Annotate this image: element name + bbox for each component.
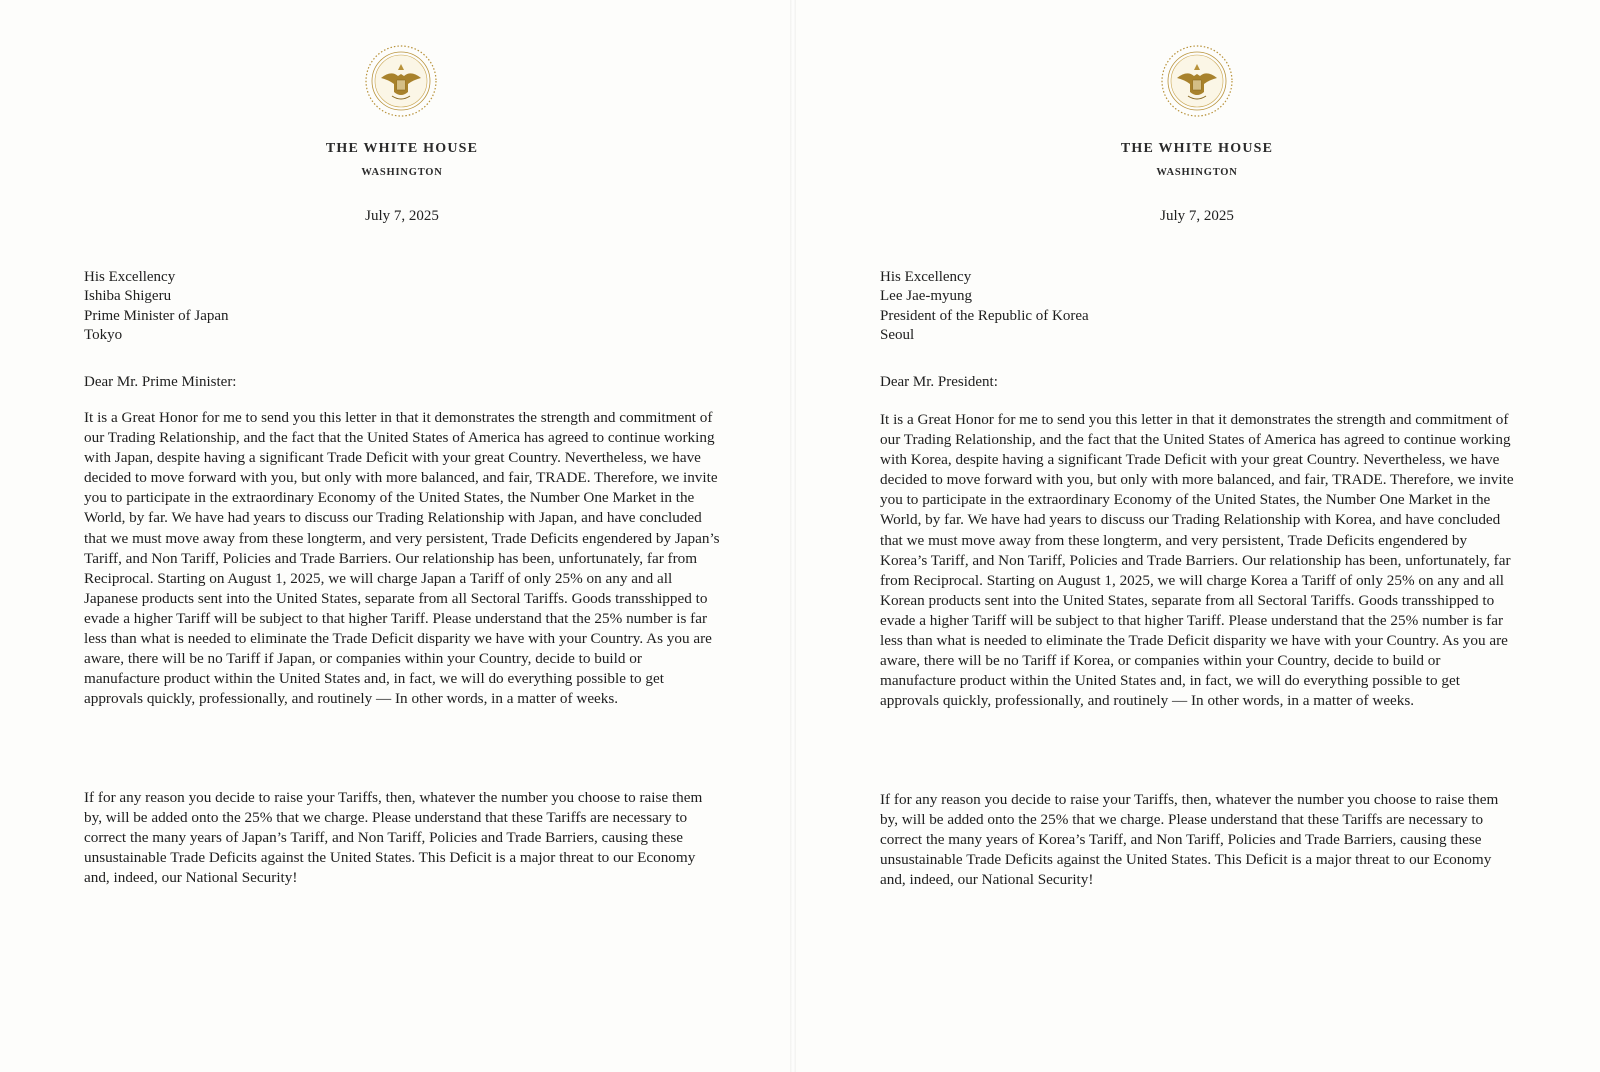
salutation: Dear Mr. Prime Minister: <box>84 374 237 390</box>
presidential-seal-icon <box>364 44 438 118</box>
body-paragraph: If for any reason you decide to raise your Tariffs, then, whatever the number you choose to raise them by, will be added onto the 25% that we charge. Please understand that these Tariffs are necessary to correct the many years of Japan’s Tariff, and Non Tariff, Policies and Trade Barriers, causing these unsustainable Trade Deficits against the United States. This Deficit is a major threat to our Economy and, indeed, our National Security! <box>84 789 703 887</box>
address-line: Prime Minister of Japan <box>84 307 229 324</box>
letter-korea <box>796 0 1600 1072</box>
letter-date: July 7, 2025 <box>1160 208 1234 224</box>
recipient-address <box>880 268 1089 345</box>
letter-japan <box>0 0 790 1072</box>
address-line: His Excellency <box>84 269 176 285</box>
address-line: President of the Republic of Korea <box>880 307 1089 324</box>
address-line: Seoul <box>880 326 915 343</box>
letterhead-title: THE WHITE HOUSE <box>325 141 479 156</box>
body-paragraph: It is a Great Honor for me to send you this letter in that it demonstrates the strength and commitment of our Trading Relationship, and the fact that the United States of America has agreed to continue working with Korea, despite having a significant Trade Deficit with your great Country. Nevertheless, we have decided to move forward with you, but only with more balanced, and fair, TRADE. Therefore, we invite you to participate in the extraordinary Economy of the United States, the Number One Market in the World, by far. We have had years to discuss our Trading Relationship with Korea, and have concluded that we must move away from these longterm, and very persistent, Trade Deficits engendered by Korea’s Tariff, and Non Tariff, Policies and Trade Barriers. Our relationship has been, unfortunately, far from Reciprocal. Starting on August 1, 2025, we will charge Korea a Tariff of only 25% on any and all Korean products sent into the United States, separate from all Sectoral Tariffs. Goods transshipped to evade a higher Tariff will be subject to that higher Tariff. Please understand that the 25% number is far less than what is needed to eliminate the Trade Deficit disparity we have with your Country. As you are aware, there will be no Tariff if Korea, or companies within your Country, decide to build or manufacture product within the United States and, in fact, we will do everything possible to get approvals quickly, professionally, and routinely — In other words, in a matter of weeks. <box>880 411 1514 710</box>
body-paragraph: It is a Great Honor for me to send you this letter in that it demonstrates the strength and commitment of our Trading Relationship, and the fact that the United States of America has agreed to continue working with Japan, despite having a significant Trade Deficit with your great Country. Nevertheless, we have decided to move forward with you, but only with more balanced, and fair, TRADE. Therefore, we invite you to participate in the extraordinary Economy of the United States, the Number One Market in the World, by far. We have had years to discuss our Trading Relationship with Japan, and have concluded that we must move away from these longterm, and very persistent, Trade Deficits engendered by Japan’s Tariff, and Non Tariff, Policies and Trade Barriers. Our relationship has been, unfortunately, far from Reciprocal. Starting on August 1, 2025, we will charge Japan a Tariff of only 25% on any and all Japanese products sent into the United States, separate from all Sectoral Tariffs. Goods transshipped to evade a higher Tariff will be subject to that higher Tariff. Please understand that the 25% number is far less than what is needed to eliminate the Trade Deficit disparity we have with your Country. As you are aware, there will be no Tariff if Japan, or companies within your Country, decide to build or manufacture product within the United States and, in fact, we will do everything possible to get approvals quickly, professionally, and routinely — In other words, in a matter of weeks. <box>84 409 720 708</box>
body-paragraph: If for any reason you decide to raise your Tariffs, then, whatever the number you choose to raise them by, will be added onto the 25% that we charge. Please understand that these Tariffs are necessary to correct the many years of Korea’s Tariff, and Non Tariff, Policies and Trade Barriers, causing these unsustainable Trade Deficits against the United States. This Deficit is a major threat to our Economy and, indeed, our National Security! <box>880 791 1499 889</box>
letterhead-title: THE WHITE HOUSE <box>1120 141 1274 156</box>
letterhead-city: WASHINGTON <box>361 167 443 178</box>
salutation: Dear Mr. President: <box>880 374 998 390</box>
letterhead-city: WASHINGTON <box>1156 167 1238 178</box>
address-line: Ishiba Shigeru <box>84 288 172 305</box>
letter-date: July 7, 2025 <box>365 208 439 224</box>
presidential-seal-icon <box>1160 44 1234 118</box>
address-line: Tokyo <box>84 326 123 343</box>
address-line: His Excellency <box>880 269 972 285</box>
recipient-address <box>84 268 229 345</box>
address-line: Lee Jae-myung <box>880 288 973 305</box>
